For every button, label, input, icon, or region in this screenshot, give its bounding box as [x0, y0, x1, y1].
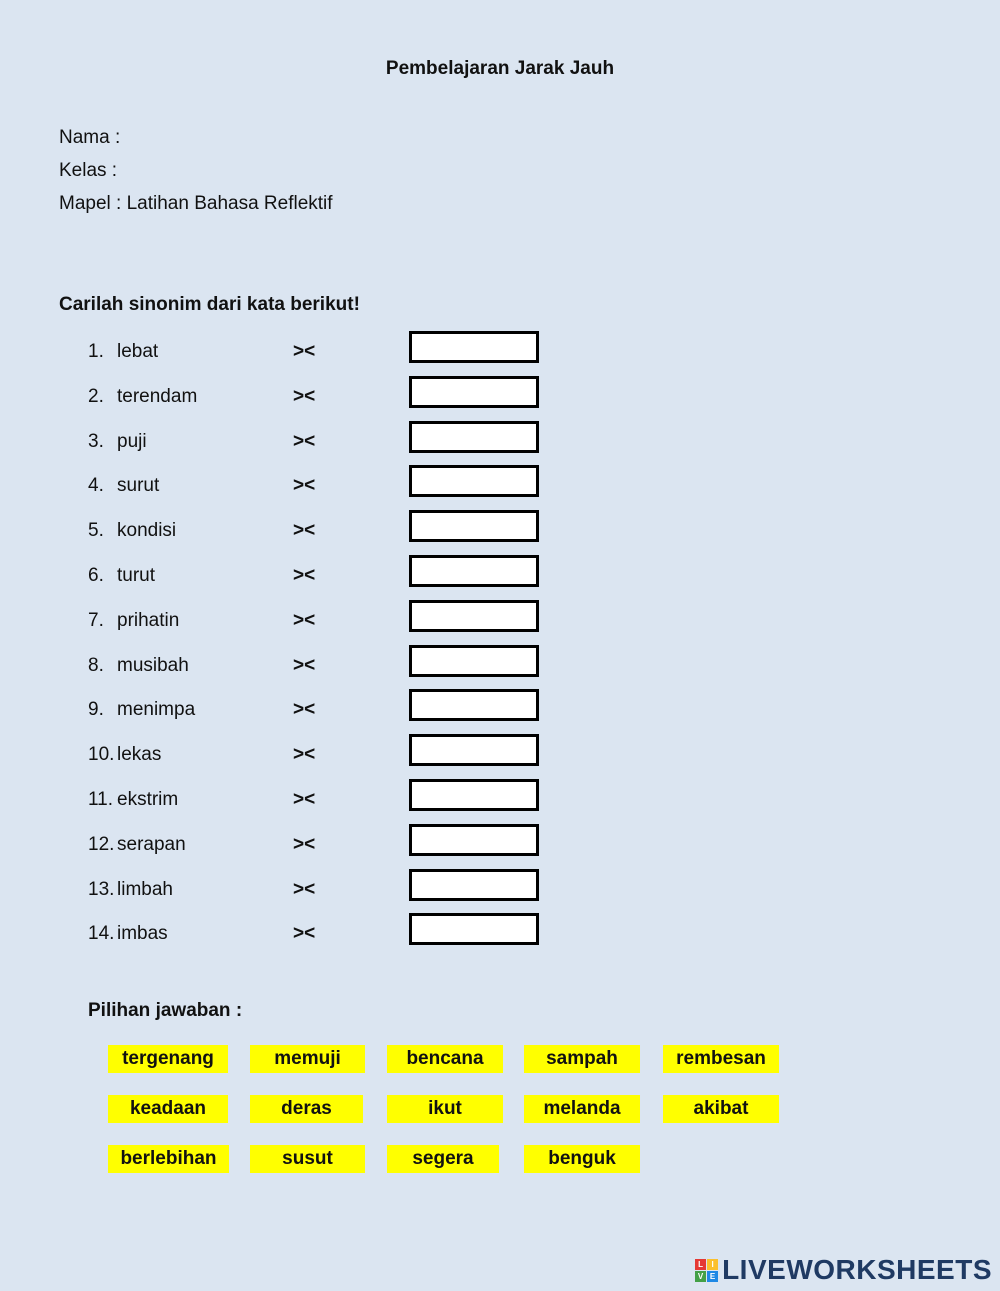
question-row [0, 382, 600, 412]
question-symbol: >< [293, 923, 316, 945]
question-word: puji [117, 430, 147, 452]
answer-box[interactable] [409, 645, 539, 677]
answer-box[interactable] [409, 421, 539, 453]
question-symbol: >< [293, 654, 316, 676]
page-title: Pembelajaran Jarak Jauh [385, 58, 615, 79]
question-number: 12. [88, 833, 115, 855]
answer-chip[interactable]: memuji [250, 1045, 365, 1073]
question-symbol: >< [293, 430, 316, 452]
options-label: Pilihan jawaban : [88, 1000, 243, 1021]
answer-chip[interactable]: keadaan [108, 1095, 228, 1123]
answer-chip[interactable]: deras [250, 1095, 363, 1123]
answer-box[interactable] [409, 600, 539, 632]
question-word: imbas [117, 923, 168, 945]
brand-text: LIVEWORKSHEETS [722, 1254, 992, 1285]
answer-chip[interactable]: sampah [524, 1045, 640, 1073]
mapel-label: Mapel : Latihan Bahasa Reflektif [59, 193, 333, 214]
question-number: 13. [88, 878, 115, 900]
answer-box[interactable] [409, 510, 539, 542]
question-word: kondisi [117, 520, 177, 542]
question-number: 11. [88, 789, 114, 810]
question-word: lekas [117, 744, 162, 766]
answer-box[interactable] [409, 869, 539, 901]
question-word: menimpa [117, 699, 196, 721]
question-number: 8. [88, 654, 104, 676]
question-symbol: >< [293, 385, 316, 407]
question-word: musibah [117, 654, 189, 676]
liveworksheets-icon [695, 1259, 718, 1282]
question-word: terendam [117, 385, 198, 407]
question-number: 9. [88, 699, 104, 721]
question-number: 1. [88, 341, 104, 362]
answer-box[interactable] [409, 331, 539, 363]
answer-box[interactable] [409, 689, 539, 721]
answer-chip[interactable]: benguk [524, 1145, 640, 1173]
question-symbol: >< [293, 609, 316, 631]
question-symbol: >< [293, 789, 316, 810]
question-symbol: >< [293, 520, 316, 542]
question-number: 3. [88, 430, 104, 452]
answer-chip[interactable]: rembesan [663, 1045, 779, 1073]
question-row [0, 785, 600, 815]
answer-box[interactable] [409, 913, 539, 945]
question-number: 7. [88, 609, 104, 631]
question-word: prihatin [117, 609, 180, 631]
brand-icon-letter: E [707, 1271, 718, 1282]
question-symbol: >< [293, 475, 316, 497]
question-number: 5. [88, 520, 104, 542]
question-number: 4. [88, 475, 104, 497]
question-row [0, 427, 600, 457]
answer-chip[interactable]: bencana [387, 1045, 503, 1073]
brand-icon-letter: I [707, 1259, 718, 1270]
question-symbol: >< [293, 565, 316, 586]
question-word: surut [117, 475, 160, 497]
answer-chip[interactable]: tergenang [108, 1045, 228, 1073]
question-row [0, 830, 600, 860]
answer-box[interactable] [409, 824, 539, 856]
question-row [0, 740, 600, 770]
question-row [0, 919, 600, 949]
answer-box[interactable] [409, 734, 539, 766]
question-row [0, 516, 600, 546]
question-symbol: >< [293, 341, 316, 362]
question-row [0, 337, 600, 367]
question-number: 10. [88, 744, 115, 766]
question-number: 6. [88, 565, 104, 586]
nama-label: Nama : [59, 127, 121, 148]
question-row [0, 651, 600, 681]
question-word: lebat [117, 341, 159, 362]
answer-chip[interactable]: segera [387, 1145, 499, 1173]
question-symbol: >< [293, 699, 316, 721]
brand-logo [695, 1254, 992, 1286]
question-symbol: >< [293, 833, 316, 855]
question-row [0, 875, 600, 905]
question-row [0, 606, 600, 636]
question-row [0, 695, 600, 725]
question-number: 14. [88, 923, 115, 945]
question-word: ekstrim [117, 789, 179, 810]
answer-box[interactable] [409, 465, 539, 497]
question-row [0, 471, 600, 501]
answer-box[interactable] [409, 779, 539, 811]
kelas-label: Kelas : [59, 160, 118, 181]
question-symbol: >< [293, 744, 316, 766]
question-row [0, 561, 600, 591]
answer-chip[interactable]: ikut [387, 1095, 503, 1123]
answer-box[interactable] [409, 376, 539, 408]
question-word: turut [117, 565, 156, 586]
brand-icon-letter: V [695, 1271, 706, 1282]
answer-chip[interactable]: akibat [663, 1095, 779, 1123]
answer-chip[interactable]: susut [250, 1145, 365, 1173]
instruction: Carilah sinonim dari kata berikut! [59, 294, 360, 315]
question-word: serapan [117, 833, 186, 855]
question-word: limbah [117, 878, 173, 900]
brand-icon-letter: L [695, 1259, 706, 1270]
answer-chip[interactable]: melanda [524, 1095, 640, 1123]
question-symbol: >< [293, 878, 316, 900]
question-number: 2. [88, 385, 104, 407]
answer-box[interactable] [409, 555, 539, 587]
answer-chip[interactable]: berlebihan [108, 1145, 229, 1173]
